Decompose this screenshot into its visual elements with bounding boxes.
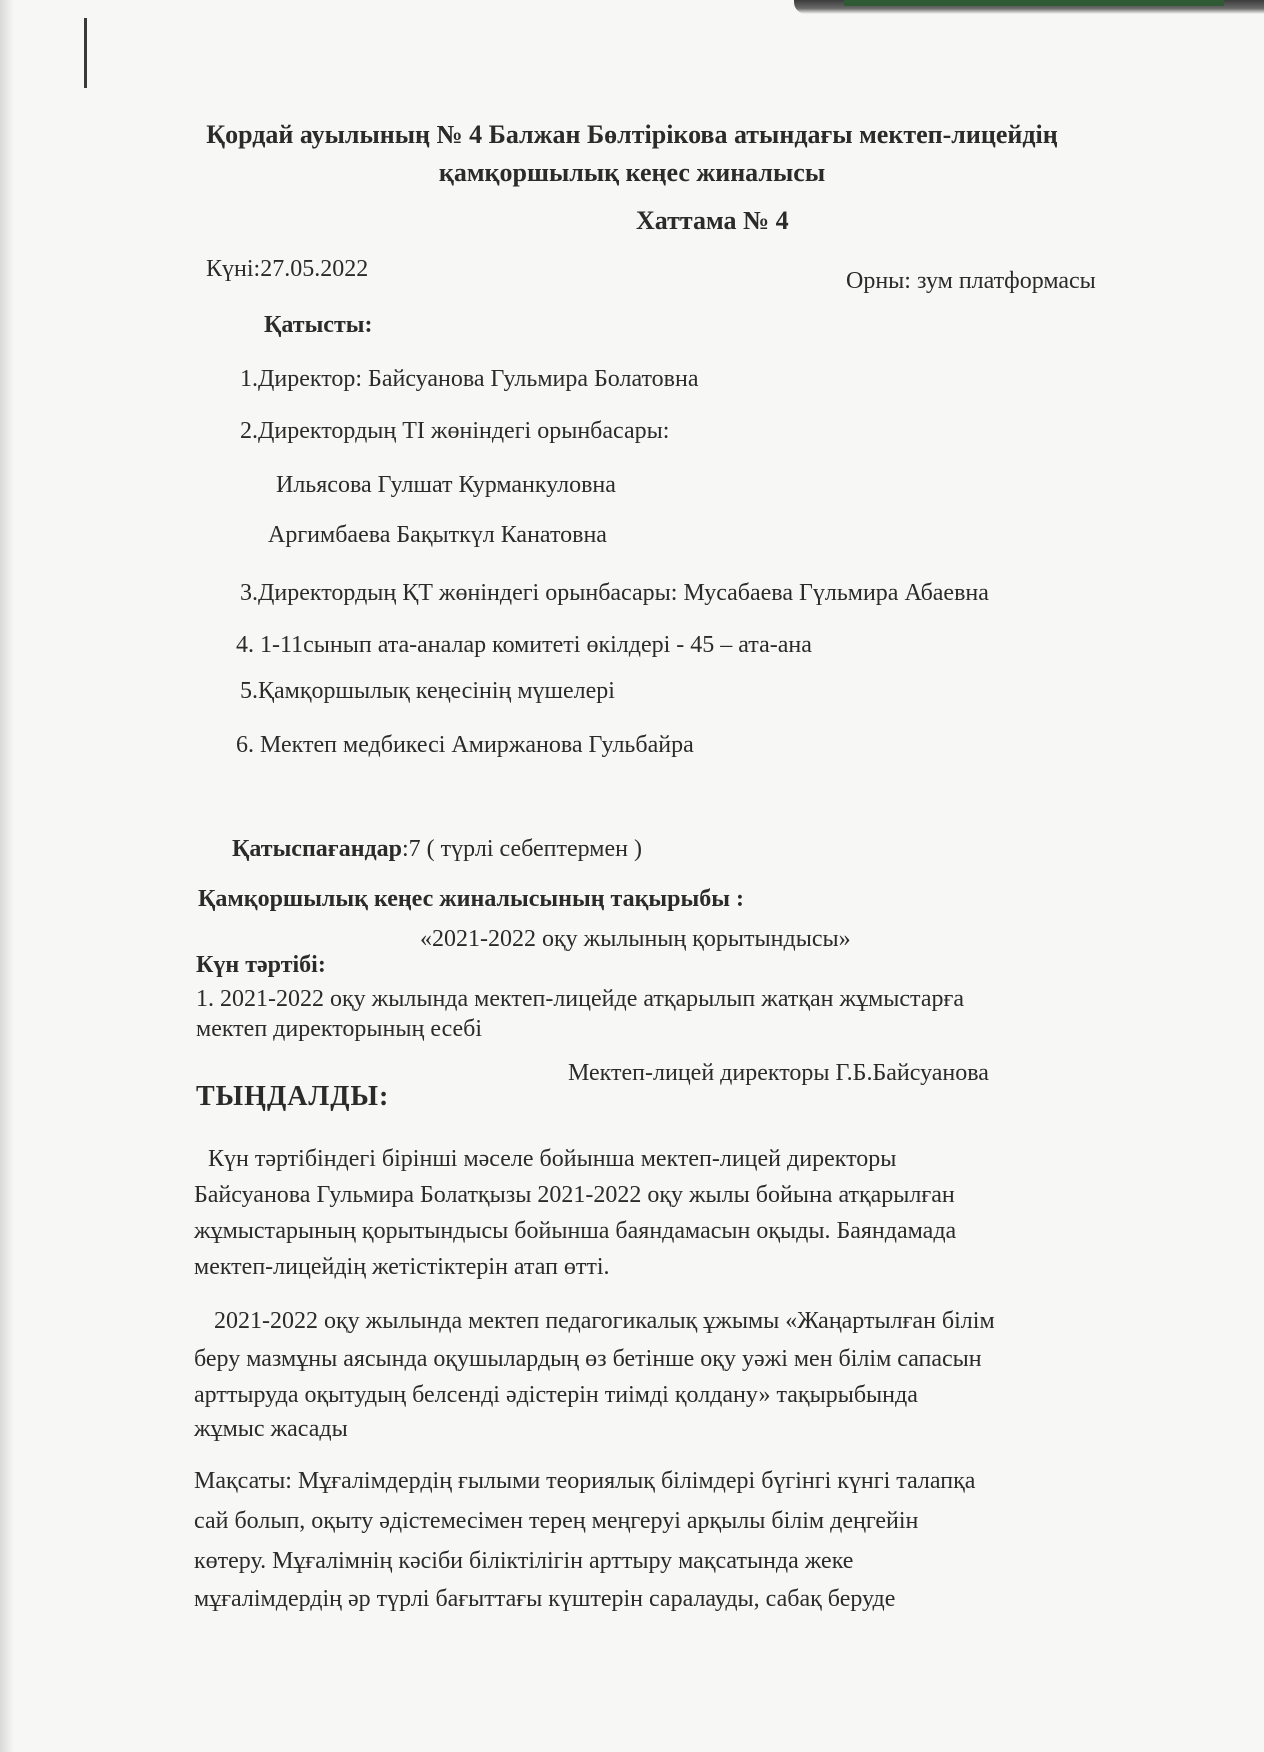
paragraph-line: мектеп-лицейдің жетістіктерін атап өтті. — [194, 1254, 610, 1280]
attendee-item: 1.Директор: Байсуанова Гульмира Болатовна — [240, 366, 699, 392]
doc-title-line2: қамқоршылық кеңес жиналысы — [438, 158, 826, 187]
paragraph-line: жұмыстарының қорытындысы бойынша баяндамасын оқыды. Баяндамада — [194, 1218, 957, 1244]
attendee-item: 4. 1-11сынып ата-аналар комитеті өкілдері - 45 – ата-ана — [236, 632, 812, 658]
paragraph-line: Байсуанова Гульмира Болатқызы 2021-2022 оқу жылы бойына атқарылған — [194, 1182, 955, 1208]
topic-title: «2021-2022 оқу жылының қорытындысы» — [420, 926, 851, 952]
paragraph-line: Күн тәртібіндегі бірінші мәселе бойынша мектеп-лицей директоры — [208, 1146, 897, 1172]
absent-value: :7 ( түрлі себептермен ) — [402, 836, 642, 862]
scan-edge — [0, 0, 14, 1752]
agenda-item-1-cont: мектеп директорының есебі — [196, 1016, 483, 1042]
doc-title-line1: Қордай ауылының № 4 Балжан Бөлтірікова атындағы мектеп-лицейдің — [206, 120, 1058, 149]
agenda-heading: Күн тәртібі: — [196, 952, 326, 978]
attendee-item: Аргимбаева Бақыткүл Канатовна — [268, 522, 607, 548]
absent-label: Қатыспағандар — [232, 836, 403, 862]
paragraph-line: 2021-2022 оқу жылында мектеп педагогикалық ұжымы «Жаңартылған білім — [214, 1308, 995, 1334]
agenda-item-1: 1. 2021-2022 оқу жылында мектеп-лицейде атқарылып жатқан жұмыстарға — [196, 986, 964, 1012]
paragraph-line: беру мазмұны аясында оқушылардың өз бетінше оқу уәжі мен білім сапасын — [194, 1346, 982, 1372]
attendee-item: 6. Мектеп медбикесі Амиржанова Гульбайра — [236, 732, 694, 758]
paragraph-line: сай болып, оқыту әдістемесімен терең меңгеруі арқылы білім деңгейін — [194, 1508, 919, 1534]
paragraph-line: мұғалімдердің әр түрлі бағыттағы күштерін саралауды, сабақ беруде — [194, 1586, 896, 1612]
paragraph-line: Мақсаты: Мұғалімдердің ғылыми теориялық білімдері бүгінгі күнгі талапқа — [194, 1468, 976, 1494]
topic-heading: Қамқоршылық кеңес жиналысының тақырыбы : — [198, 886, 744, 912]
listened-heading: ТЫҢДАЛДЫ: — [196, 1081, 390, 1112]
attendees-heading: Қатысты: — [264, 312, 373, 338]
absent-line — [232, 834, 642, 864]
attendee-item: 2.Директордың ТІ жөніндегі орынбасары: — [240, 418, 670, 444]
scan-edge-top-color — [844, 0, 1224, 6]
attendee-item: 3.Директордың ҚТ жөніндегі орынбасары: Мусабаева Гүльмира Абаевна — [240, 580, 989, 606]
attendee-item: 5.Қамқоршылық кеңесінің мүшелері — [240, 678, 615, 704]
paragraph-line: көтеру. Мұғалімнің кәсіби біліктілігін арттыру мақсатында жеке — [194, 1548, 854, 1574]
paragraph-line: арттыруда оқытудың белсенді әдістерін тиімді қолдану» тақырыбында — [194, 1382, 918, 1408]
meeting-place: Орны: зум платформасы — [846, 268, 1096, 294]
protocol-number: Хаттама № 4 — [636, 206, 789, 235]
attendee-item: Ильясова Гулшат Курманкуловна — [276, 472, 616, 498]
agenda-responsible: Мектеп-лицей директоры Г.Б.Байсуанова — [568, 1060, 989, 1086]
meeting-date: Күні:27.05.2022 — [206, 256, 369, 282]
paragraph-line: жұмыс жасады — [194, 1416, 348, 1442]
scan-mark — [84, 18, 87, 88]
